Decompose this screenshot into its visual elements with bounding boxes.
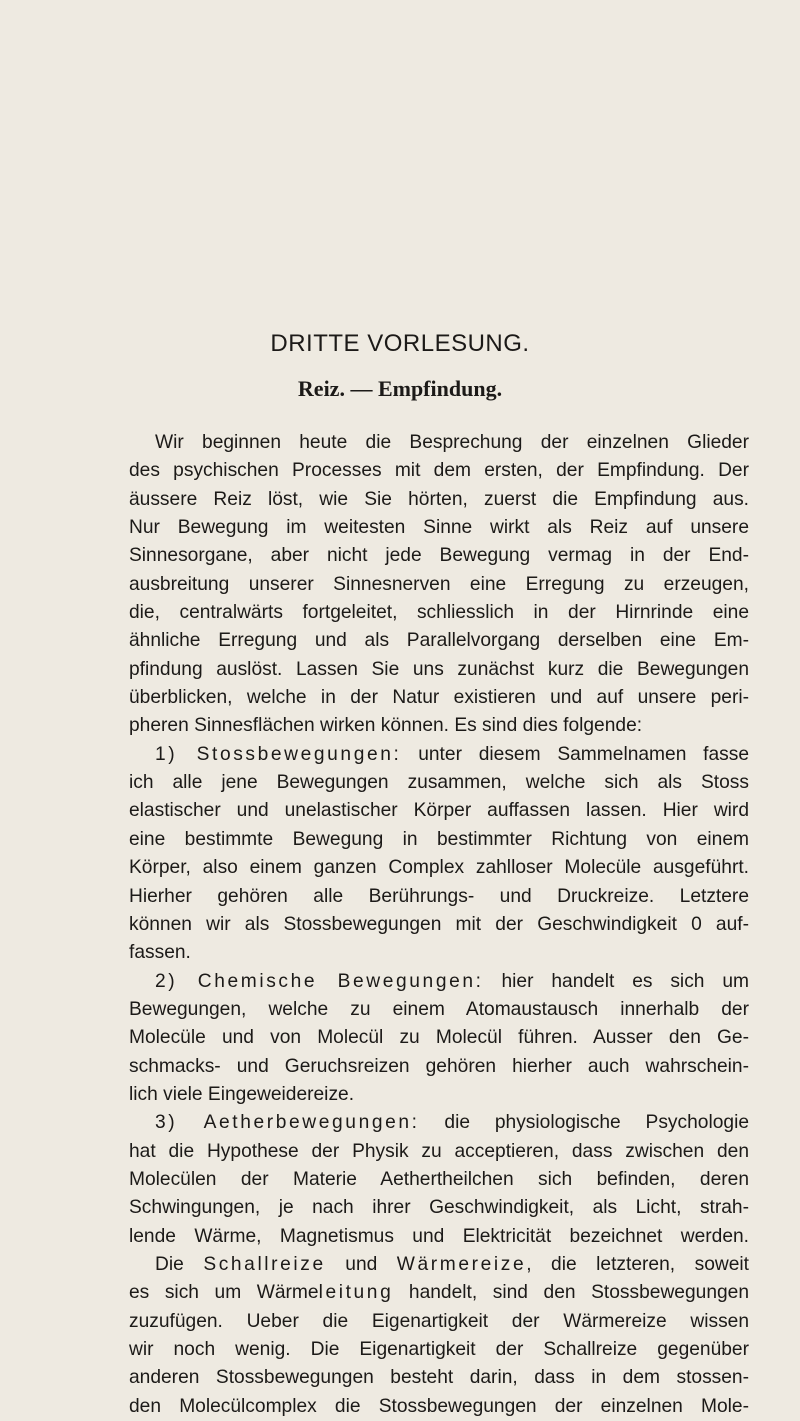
line-text: Schwingungen, je nach ihrer Geschwindigkeit, als Licht, strah-	[129, 1197, 749, 1219]
line-text: Bewegungen, welche zu einem Atomaustausch innerhalb der	[129, 998, 749, 1020]
line-text: lich viele Eingeweidereize.	[129, 1083, 355, 1105]
text-line	[129, 741, 749, 769]
line-text: wir noch wenig. Die Eigenartigkeit der Schallreize gegenüber	[129, 1339, 749, 1360]
text-segment: Wärmereize	[396, 1253, 527, 1275]
spaced-heading: 3) Aetherbewegungen:	[155, 1112, 420, 1134]
text-line	[129, 429, 749, 457]
text-line	[129, 1109, 749, 1137]
line-text: den Molecülcomplex die Stossbewegungen der einzelnen Mole-	[129, 1395, 749, 1417]
text-line	[129, 1279, 749, 1307]
text-line	[129, 571, 749, 599]
text-line	[129, 457, 749, 485]
chapter-title: DRITTE VORLESUNG.	[270, 330, 530, 357]
text-segment: Die	[155, 1253, 204, 1275]
text-line	[129, 1336, 749, 1364]
text-line	[129, 939, 749, 967]
text-segment: leitung	[318, 1282, 394, 1304]
text-line	[129, 1138, 749, 1166]
line-text: des psychischen Processes mit dem ersten, der Empfindung. Der	[129, 460, 749, 482]
text-line	[129, 712, 749, 740]
text-line	[129, 911, 749, 939]
line-text: lende Wärme, Magnetismus und Elektricität bezeichnet werden.	[129, 1225, 749, 1247]
line-text: hat die Hypothese der Physik zu acceptieren, dass zwischen den	[129, 1140, 749, 1162]
line-text: ausbreitung unserer Sinnesnerven eine Erregung zu erzeugen,	[129, 573, 749, 595]
line-text: äussere Reiz löst, wie Sie hörten, zuerst die Empfindung aus.	[129, 488, 749, 510]
line-text: unter diesem Sammelnamen fasse	[401, 743, 750, 765]
text-line	[129, 599, 749, 627]
text-line	[129, 1308, 749, 1336]
line-text: pheren Sinnesflächen wirken können. Es sind dies folgende:	[129, 715, 643, 737]
text-line	[129, 486, 749, 514]
spaced-heading: 2) Chemische Bewegungen:	[155, 970, 484, 992]
line-text: die, centralwärts fortgeleitet, schliesslich in der Hirnrinde eine	[129, 602, 749, 624]
text-line	[129, 1024, 749, 1052]
line-text: Wir beginnen heute die Besprechung der einzelnen Glieder	[155, 432, 749, 453]
line-text: zuzufügen. Ueber die Eigenartigkeit der Wärmereize wissen	[129, 1310, 749, 1332]
text-line	[129, 1364, 749, 1392]
text-line	[129, 684, 749, 712]
text-segment: und	[325, 1253, 397, 1275]
text-line	[129, 826, 749, 854]
line-text: elastischer und unelastischer Körper auffassen lassen. Hier wird	[129, 800, 749, 822]
line-text: überblicken, welche in der Natur existieren und auf unsere peri-	[129, 687, 749, 709]
line-text: pfindung auslöst. Lassen Sie uns zunächst kurz die Bewegungen	[129, 658, 749, 680]
text-line	[129, 996, 749, 1024]
line-text: Nur Bewegung im weitesten Sinne wirkt als Reiz auf unsere	[129, 517, 749, 539]
line-text: ich alle jene Bewegungen zusammen, welche sich als Stoss	[129, 772, 749, 794]
line-text: Hierher gehören alle Berührungs- und Druckreize. Letztere	[129, 885, 749, 907]
text-segment: es sich um Wärme	[129, 1282, 319, 1304]
line-text: schmacks- und Geruchsreizen gehören hierher auch wahrschein-	[129, 1055, 749, 1077]
line-text: die physiologische Psychologie	[419, 1112, 750, 1134]
text-segment: , die letzteren, soweit	[526, 1253, 749, 1275]
text-line	[129, 769, 749, 797]
text-line	[129, 1194, 749, 1222]
line-text: hier handelt es sich um	[483, 970, 750, 992]
section-title: Reiz. — Empfindung.	[297, 376, 503, 401]
line-text: ähnliche Erregung und als Parallelvorgang derselben eine Em-	[129, 630, 749, 652]
line-text: Molecüle und von Molecül zu Molecül führen. Ausser den Ge-	[129, 1027, 749, 1049]
text-line	[129, 1251, 749, 1279]
text-line	[129, 854, 749, 882]
line-text: können wir als Stossbewegungen mit der Geschwindigkeit 0 auf-	[129, 913, 749, 935]
text-line	[129, 1053, 749, 1081]
text-line	[129, 1081, 749, 1109]
text-line	[129, 968, 749, 996]
line-text: anderen Stossbewegungen besteht darin, dass in dem stossen-	[129, 1367, 749, 1389]
text-line	[129, 883, 749, 911]
line-text: eine bestimmte Bewegung in bestimmter Richtung von einem	[129, 828, 749, 850]
text-segment: handelt, sind den Stossbewegungen	[393, 1282, 750, 1304]
text-line	[129, 797, 749, 825]
text-line	[129, 656, 749, 684]
text-line	[129, 542, 749, 570]
text-line	[129, 514, 749, 542]
line-text: fassen.	[129, 942, 191, 964]
text-segment: Schallreize	[203, 1253, 326, 1275]
line-text: Sinnesorgane, aber nicht jede Bewegung vermag in der End-	[129, 545, 749, 567]
text-line	[129, 1223, 749, 1251]
text-line	[129, 1166, 749, 1194]
spaced-heading: 1) Stossbewegungen:	[155, 743, 402, 765]
body-text	[129, 429, 749, 1421]
text-line	[129, 627, 749, 655]
line-text: Körper, also einem ganzen Complex zahlloser Molecüle ausgeführt.	[129, 857, 749, 879]
text-line	[129, 1393, 749, 1421]
line-text: Molecülen der Materie Aethertheilchen sich befinden, deren	[129, 1168, 749, 1190]
